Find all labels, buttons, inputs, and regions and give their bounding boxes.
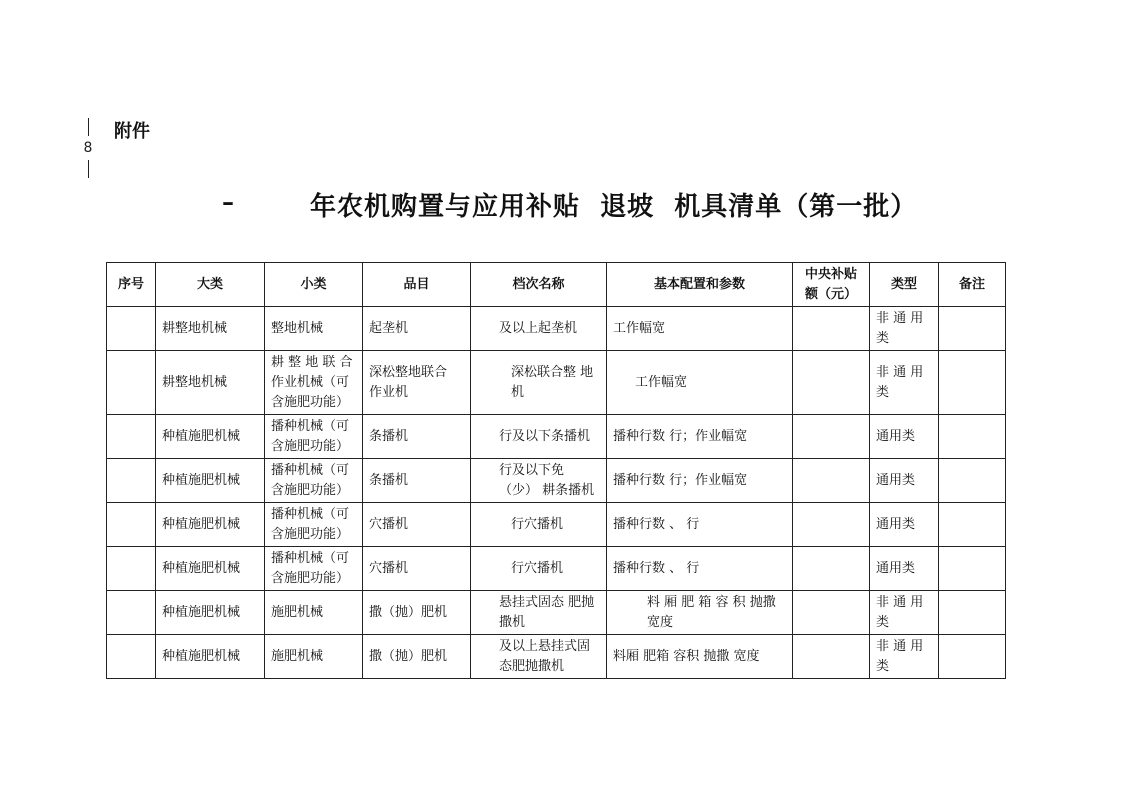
cell-item: 穴播机 bbox=[363, 503, 471, 547]
cell-note bbox=[939, 591, 1006, 635]
cell-subcategory: 播种机械（可 含施肥功能） bbox=[265, 459, 363, 503]
cell-subsidy bbox=[793, 459, 870, 503]
subsidy-table bbox=[106, 262, 1006, 679]
cell-item: 撒（抛）肥机 bbox=[363, 635, 471, 679]
cell-type: 通用类 bbox=[870, 547, 939, 591]
cell-tier: 行穴播机 bbox=[471, 547, 607, 591]
cell-subcategory: 播种机械（可 含施肥功能） bbox=[265, 503, 363, 547]
cell-config: 工作幅宽 bbox=[607, 307, 793, 351]
cell-item: 条播机 bbox=[363, 459, 471, 503]
header-tier: 档次名称 bbox=[471, 263, 607, 307]
cell-type: 非 通 用 类 bbox=[870, 351, 939, 415]
cell-seq bbox=[107, 415, 156, 459]
table-row bbox=[107, 351, 1006, 415]
cell-note bbox=[939, 415, 1006, 459]
cell-subcategory: 耕 整 地 联 合 作业机械（可 含施肥功能） bbox=[265, 351, 363, 415]
header-item: 品目 bbox=[363, 263, 471, 307]
cell-subsidy bbox=[793, 591, 870, 635]
cell-category: 耕整地机械 bbox=[156, 307, 265, 351]
cell-note bbox=[939, 351, 1006, 415]
cell-seq bbox=[107, 307, 156, 351]
cell-subcategory: 整地机械 bbox=[265, 307, 363, 351]
cell-subcategory: 播种机械（可 含施肥功能） bbox=[265, 415, 363, 459]
header-config: 基本配置和参数 bbox=[607, 263, 793, 307]
cell-subsidy bbox=[793, 415, 870, 459]
cell-category: 种植施肥机械 bbox=[156, 635, 265, 679]
table-row bbox=[107, 503, 1006, 547]
page-title: 年农机购置与应用补贴 退坡 机具清单（第一批） bbox=[310, 192, 918, 222]
cell-tier: 悬挂式固态 肥抛撒机 bbox=[471, 591, 607, 635]
cell-subsidy bbox=[793, 635, 870, 679]
cell-category: 种植施肥机械 bbox=[156, 547, 265, 591]
cell-type: 非 通 用 类 bbox=[870, 307, 939, 351]
cell-subsidy bbox=[793, 503, 870, 547]
table-row bbox=[107, 547, 1006, 591]
cell-tier: 深松联合整 地机 bbox=[471, 351, 607, 415]
header-type: 类型 bbox=[870, 263, 939, 307]
table-header-row bbox=[107, 263, 1006, 307]
cell-config: 料厢 肥箱 容积 抛撒 宽度 bbox=[607, 635, 793, 679]
table-row bbox=[107, 591, 1006, 635]
cell-seq bbox=[107, 591, 156, 635]
cell-tier: 行穴播机 bbox=[471, 503, 607, 547]
cell-tier: 及以上悬挂式固 态肥抛撒机 bbox=[471, 635, 607, 679]
table-row bbox=[107, 307, 1006, 351]
title-dash: – bbox=[222, 187, 234, 216]
cell-tier: 行及以下免（少） 耕条播机 bbox=[471, 459, 607, 503]
cell-category: 耕整地机械 bbox=[156, 351, 265, 415]
cell-tier: 行及以下条播机 bbox=[471, 415, 607, 459]
header-subcategory: 小类 bbox=[265, 263, 363, 307]
cell-note bbox=[939, 503, 1006, 547]
cell-config: 料 厢 肥 箱 容 积 抛撒宽度 bbox=[607, 591, 793, 635]
margin-page-number: 8 bbox=[83, 140, 93, 156]
header-note: 备注 bbox=[939, 263, 1006, 307]
cell-seq bbox=[107, 351, 156, 415]
cell-note bbox=[939, 635, 1006, 679]
cell-config: 播种行数 、 行 bbox=[607, 547, 793, 591]
margin-bar-bottom bbox=[88, 160, 89, 178]
table-row bbox=[107, 635, 1006, 679]
cell-subcategory: 施肥机械 bbox=[265, 635, 363, 679]
header-subsidy: 中央补贴额（元） bbox=[793, 263, 870, 307]
cell-subsidy bbox=[793, 547, 870, 591]
header-category: 大类 bbox=[156, 263, 265, 307]
header-seq: 序号 bbox=[107, 263, 156, 307]
attachment-label: 附件 bbox=[114, 121, 150, 142]
cell-item: 条播机 bbox=[363, 415, 471, 459]
cell-seq bbox=[107, 459, 156, 503]
cell-item: 穴播机 bbox=[363, 547, 471, 591]
cell-category: 种植施肥机械 bbox=[156, 415, 265, 459]
cell-type: 通用类 bbox=[870, 459, 939, 503]
cell-subcategory: 播种机械（可 含施肥功能） bbox=[265, 547, 363, 591]
cell-item: 深松整地联合 作业机 bbox=[363, 351, 471, 415]
cell-item: 起垄机 bbox=[363, 307, 471, 351]
cell-subsidy bbox=[793, 351, 870, 415]
cell-note bbox=[939, 307, 1006, 351]
cell-config: 播种行数 、 行 bbox=[607, 503, 793, 547]
cell-type: 通用类 bbox=[870, 503, 939, 547]
margin-bar-top bbox=[88, 118, 89, 136]
margin-page-mark bbox=[82, 118, 94, 178]
cell-category: 种植施肥机械 bbox=[156, 459, 265, 503]
cell-type: 非 通 用 类 bbox=[870, 591, 939, 635]
cell-config: 播种行数 行；作业幅宽 bbox=[607, 415, 793, 459]
cell-note bbox=[939, 459, 1006, 503]
cell-category: 种植施肥机械 bbox=[156, 503, 265, 547]
cell-subsidy bbox=[793, 307, 870, 351]
table-row bbox=[107, 415, 1006, 459]
cell-note bbox=[939, 547, 1006, 591]
cell-type: 非 通 用 类 bbox=[870, 635, 939, 679]
cell-tier: 及以上起垄机 bbox=[471, 307, 607, 351]
table-row bbox=[107, 459, 1006, 503]
cell-seq bbox=[107, 503, 156, 547]
cell-seq bbox=[107, 547, 156, 591]
cell-item: 撒（抛）肥机 bbox=[363, 591, 471, 635]
cell-type: 通用类 bbox=[870, 415, 939, 459]
cell-seq bbox=[107, 635, 156, 679]
cell-config: 工作幅宽 bbox=[607, 351, 793, 415]
cell-subcategory: 施肥机械 bbox=[265, 591, 363, 635]
cell-config: 播种行数 行；作业幅宽 bbox=[607, 459, 793, 503]
cell-category: 种植施肥机械 bbox=[156, 591, 265, 635]
